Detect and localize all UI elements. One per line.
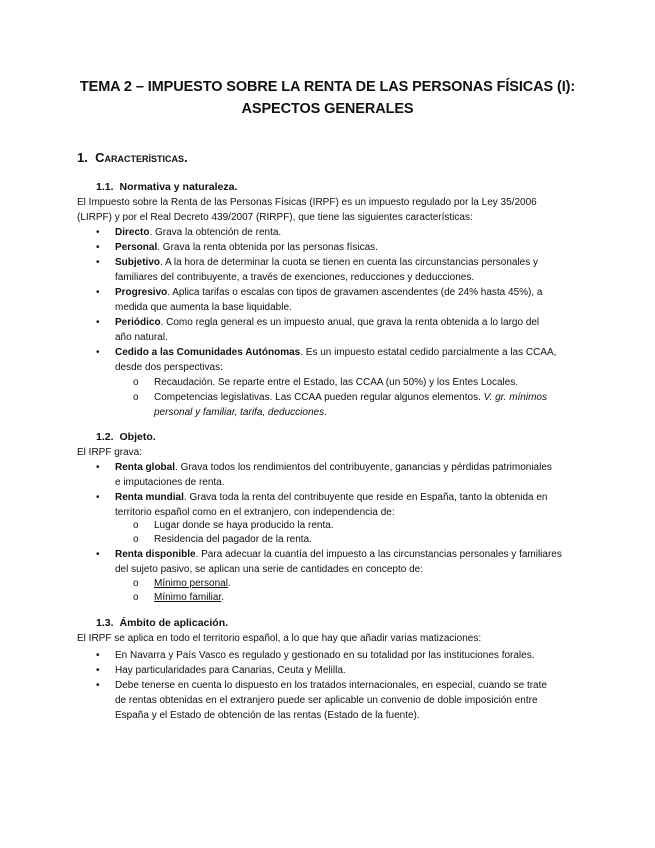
item-label: Subjetivo — [115, 257, 161, 268]
section-1-number: 1. — [77, 150, 88, 165]
bullet-marker: • — [96, 492, 100, 503]
item-text: . Para adecuar la cuantía del impuesto a las circunstancias personales y familiares — [195, 549, 562, 560]
list-item-renta-global-cont: e imputaciones de renta. — [115, 477, 225, 488]
list-item-subjetivo — [115, 255, 578, 270]
sub-item-competencias-cont — [154, 405, 327, 420]
sub-item-italic-cont: personal y familiar, tarifa, deducciones — [154, 407, 325, 418]
bullet-marker: • — [96, 317, 100, 328]
list-item-periodico-cont: año natural. — [115, 332, 168, 343]
punct: . — [227, 578, 231, 589]
list-item-navarra: En Navarra y País Vasco es regulado y gestionado en su totalidad por las instituciones forales. — [115, 650, 535, 661]
list-item-tratados-line2: de rentas obtenidas en el extranjero puede ser aplicable un convenio de doble imposición entre — [115, 695, 538, 706]
list-item-directo — [115, 225, 281, 240]
circle-marker: o — [133, 578, 139, 589]
title-line-2: ASPECTOS GENERALES — [241, 101, 414, 117]
bullet-marker: • — [96, 549, 100, 560]
bullet-marker: • — [96, 347, 100, 358]
subsection-1-3-heading — [96, 617, 228, 629]
subsection-number: 1.3. — [96, 617, 114, 629]
bullet-marker: • — [96, 650, 100, 661]
title-line-1: TEMA 2 – IMPUESTO SOBRE LA RENTA DE LAS PERSONAS FÍSICAS (I): — [79, 79, 576, 95]
sub-item-italic: V. gr. mínimos — [483, 392, 547, 403]
list-item-progresivo-cont: medida que aumenta la base liquidable. — [115, 302, 292, 313]
circle-marker: o — [133, 592, 139, 603]
list-item-cedido — [115, 345, 578, 360]
list-item-renta-mundial-cont: territorio español como en el extranjero, con independencia de: — [115, 507, 395, 518]
list-item-periodico — [115, 315, 578, 330]
paragraph-1-1-line1: El Impuesto sobre la Renta de las Personas Físicas (IRPF) es un impuesto regulado por la Ley 35/2006 — [77, 197, 537, 208]
subsection-number: 1.2. — [96, 431, 114, 443]
bullet-marker: • — [96, 287, 100, 298]
list-item-progresivo — [115, 285, 578, 300]
list-item-tratados-line3: España y el Estado de obtención de las rentas (Estado de la fuente). — [115, 710, 420, 721]
bullet-marker: • — [96, 257, 100, 268]
sub-item-recaudacion: Recaudación. Se reparte entre el Estado, las CCAA (un 50%) y los Entes Locales. — [154, 377, 519, 388]
circle-marker: o — [133, 520, 139, 531]
list-item-renta-disponible-cont: del sujeto pasivo, se aplican una serie de cantidades en concepto de: — [115, 564, 423, 575]
bullet-marker: • — [96, 462, 100, 473]
subsection-title: Ámbito de aplicación. — [119, 617, 229, 629]
sub-item-minimo-personal — [154, 576, 231, 591]
circle-marker: o — [133, 377, 139, 388]
list-item-cedido-cont: desde dos perspectivas: — [115, 362, 223, 373]
bullet-marker: • — [96, 665, 100, 676]
item-label: Renta global — [115, 462, 176, 473]
item-label: Personal — [115, 242, 158, 253]
section-1-title: Características. — [95, 150, 188, 165]
item-text: . Grava la obtención de renta. — [149, 227, 282, 238]
paragraph-1-3-intro: El IRPF se aplica en todo el territorio español, a lo que hay que añadir varias matizaciones: — [77, 633, 482, 644]
item-label: Directo — [115, 227, 150, 238]
list-item-renta-global — [115, 460, 578, 475]
circle-marker: o — [133, 534, 139, 545]
item-text: . Aplica tarifas o escalas con tipos de gravamen ascendentes (de 24% hasta 45%), a — [167, 287, 543, 298]
item-text: . Grava toda la renta del contribuyente que reside en España, tanto la obtenida en — [183, 492, 548, 503]
item-text: . Es un impuesto estatal cedido parcialmente a las CCAA, — [300, 347, 557, 358]
sub-item-lugar: Lugar donde se haya producido la renta. — [154, 520, 334, 531]
list-item-renta-disponible — [115, 547, 578, 562]
subsection-1-2-heading — [96, 431, 156, 443]
subsection-number: 1.1. — [96, 181, 114, 193]
item-label: Periódico — [115, 317, 161, 328]
list-item-tratados-line1: Debe tenerse en cuenta lo dispuesto en los tratados internacionales, en especial, cuando se trate — [115, 680, 547, 691]
link-text: Mínimo familiar — [154, 592, 222, 603]
sub-item-text: Competencias legislativas. Las CCAA pueden regular algunos elementos. — [154, 392, 484, 403]
sub-item-end: . — [324, 407, 327, 418]
item-text: . Como regla general es un impuesto anual, que grava la renta obtenida a lo largo del — [160, 317, 540, 328]
paragraph-1-1-line2: (LIRPF) y por el Real Decreto 439/2007 (RIRPF), que tiene las siguientes características: — [77, 212, 473, 223]
item-text: . A la hora de determinar la cuota se tienen en cuenta las circunstancias personales y — [160, 257, 539, 268]
item-label: Renta mundial — [115, 492, 184, 503]
circle-marker: o — [133, 392, 139, 403]
section-1-heading — [77, 150, 188, 165]
sub-item-residencia: Residencia del pagador de la renta. — [154, 534, 312, 545]
subsection-title: Objeto. — [119, 431, 156, 443]
page-title — [40, 76, 615, 120]
list-item-subjetivo-cont: familiares del contribuyente, a través de exenciones, reducciones y deducciones. — [115, 272, 475, 283]
link-text: Mínimo personal — [154, 578, 228, 589]
list-item-canarias: Hay particularidades para Canarias, Ceuta y Melilla. — [115, 665, 346, 676]
item-label: Cedido a las Comunidades Autónomas — [115, 347, 301, 358]
item-text: . Grava la renta obtenida por las personas físicas. — [157, 242, 378, 253]
punct: . — [221, 592, 225, 603]
sub-item-competencias — [154, 390, 578, 405]
paragraph-1-2-intro: El IRPF grava: — [77, 447, 143, 458]
bullet-marker: • — [96, 227, 100, 238]
subsection-1-1-heading — [96, 181, 237, 193]
item-label: Progresivo — [115, 287, 168, 298]
list-item-renta-mundial — [115, 490, 578, 505]
bullet-marker: • — [96, 680, 100, 691]
subsection-title: Normativa y naturaleza. — [119, 181, 238, 193]
item-label: Renta disponible — [115, 549, 196, 560]
list-item-personal — [115, 240, 378, 255]
sub-item-minimo-familiar — [154, 590, 224, 605]
bullet-marker: • — [96, 242, 100, 253]
item-text: . Grava todos los rendimientos del contribuyente, ganancias y pérdidas patrimoniales — [175, 462, 552, 473]
